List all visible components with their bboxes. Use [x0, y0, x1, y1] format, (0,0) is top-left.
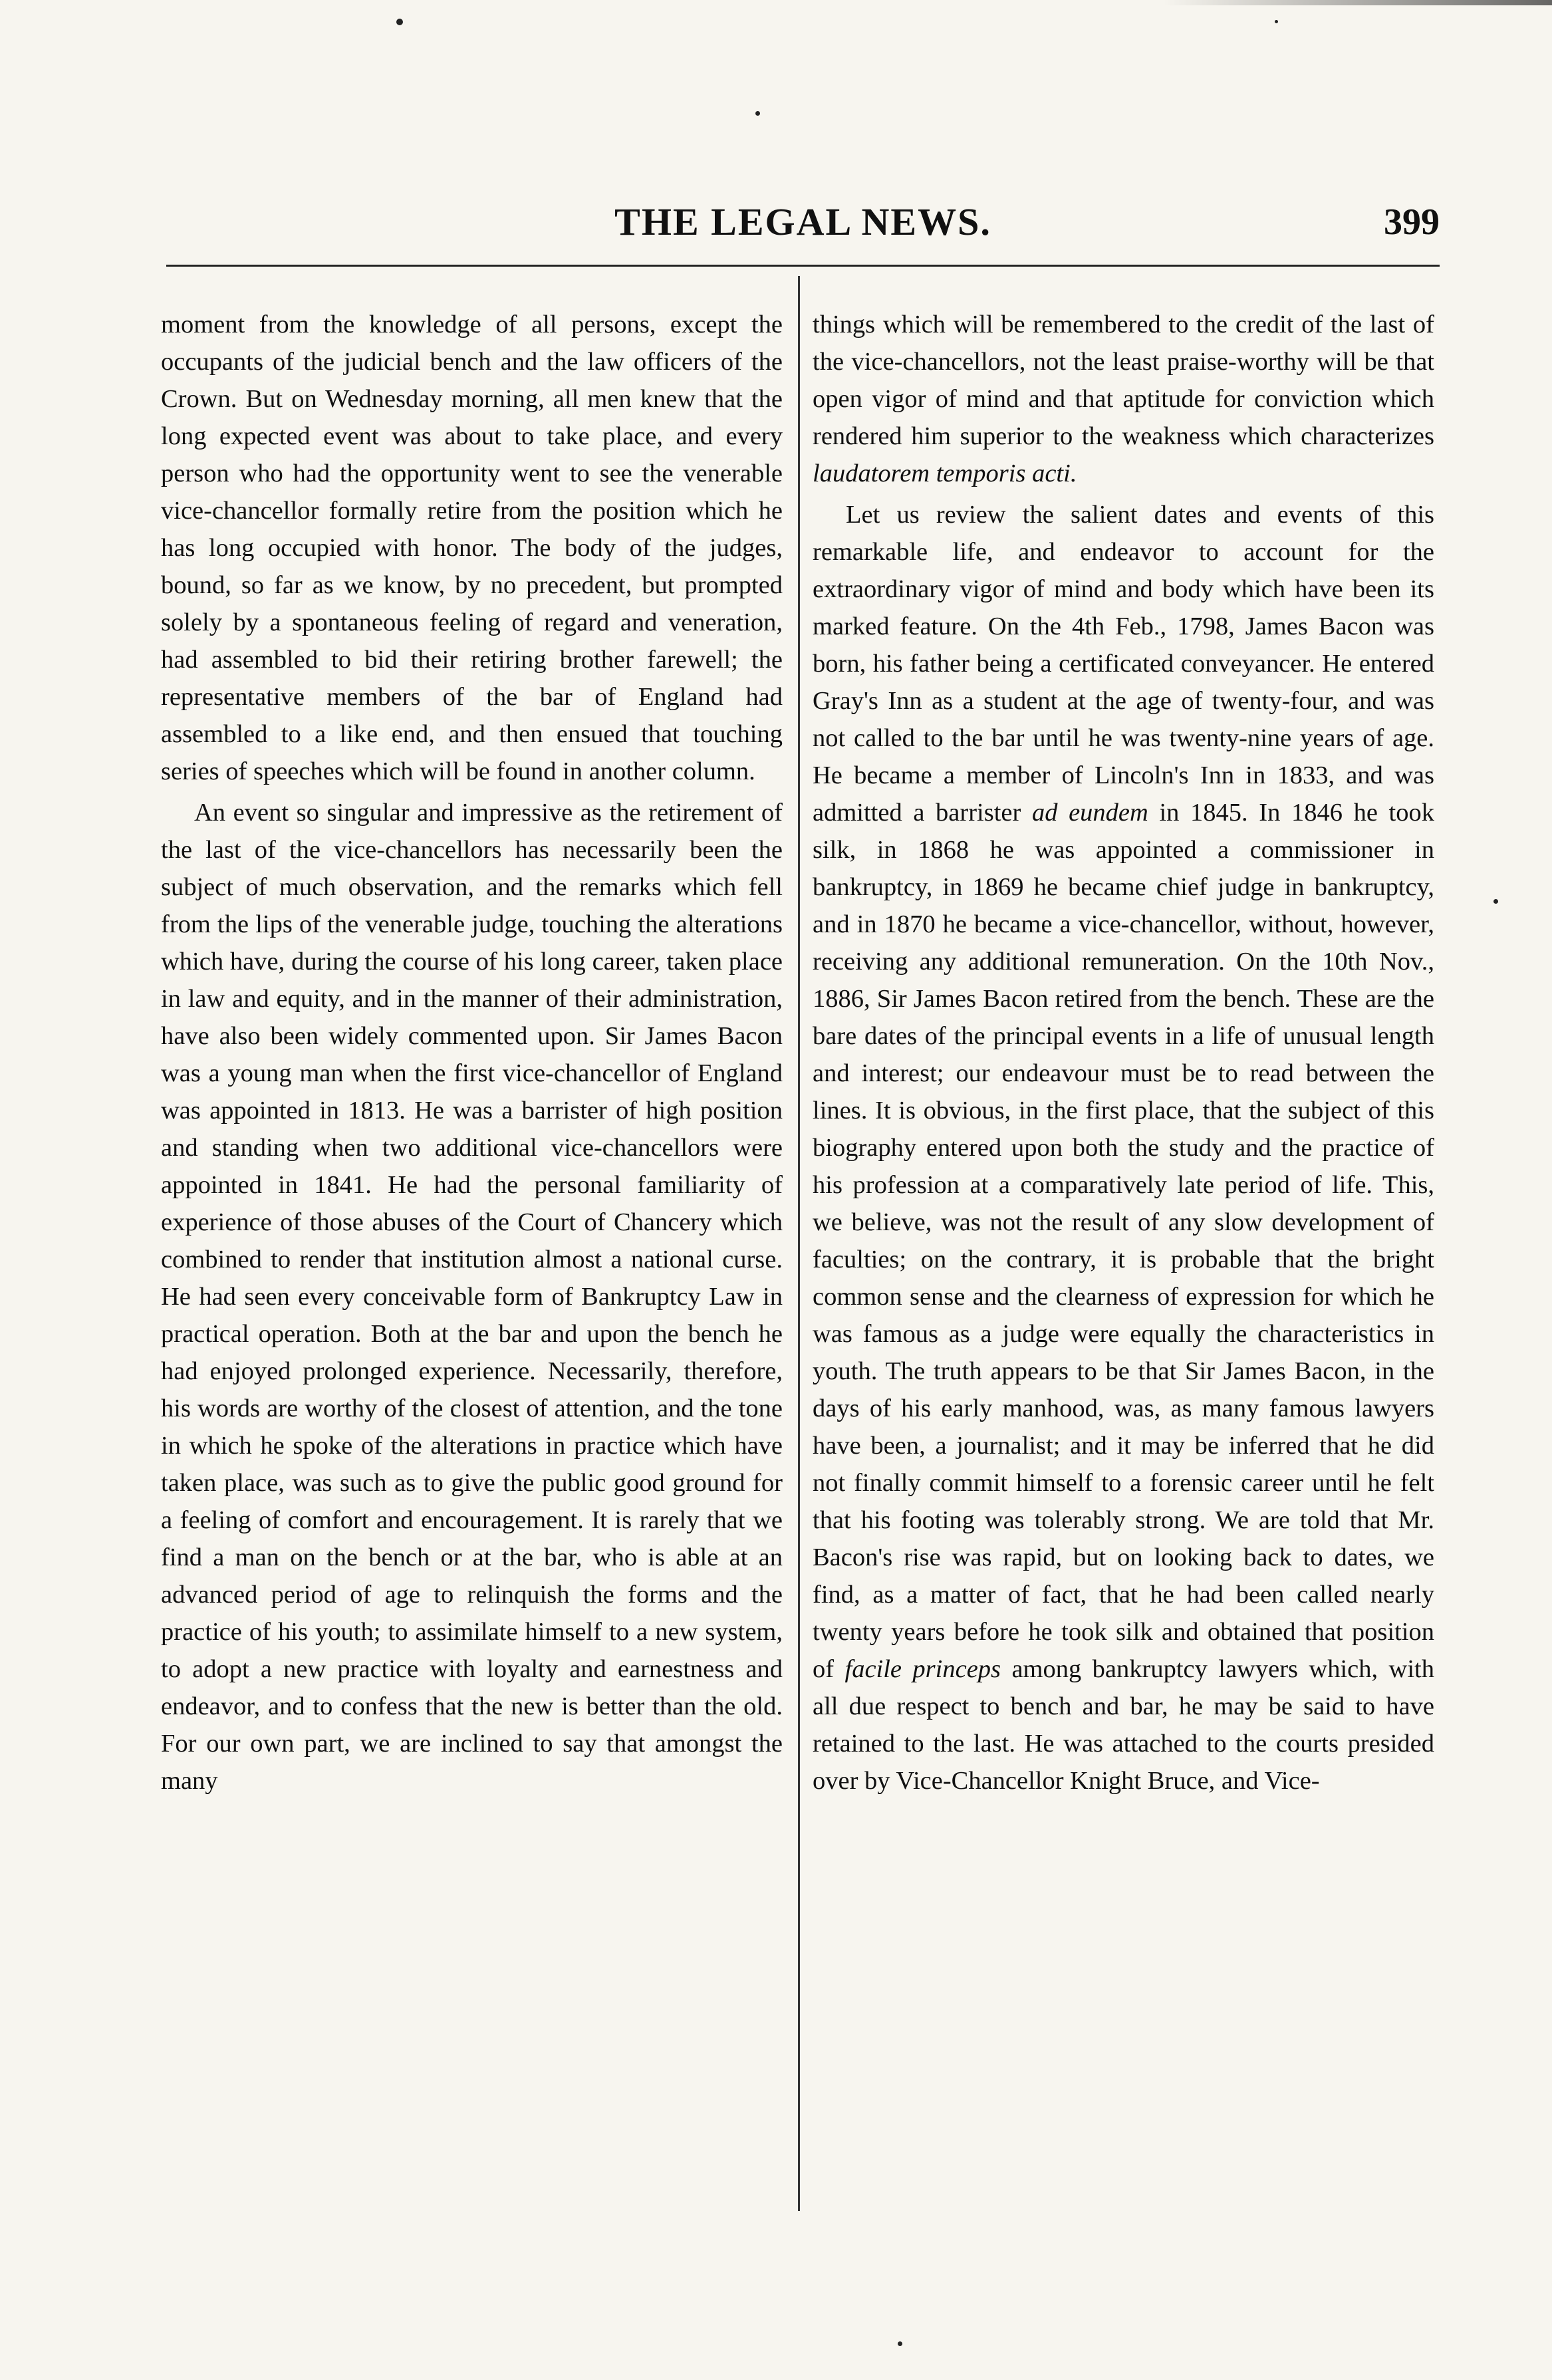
scan-speck [898, 2341, 902, 2346]
text-run: in 1845. In 1846 he took silk, in 1868 he was appointed a commissioner in bankruptcy, in 1869 he became chief judge in bankruptcy, and in 1870 he became a vice-chancellor, without, however, receiving any additional remuneration. On the 10th Nov., 1886, Sir James Bacon retired from the bench. These are the bare dates of the principal events in a life of unusual length and interest; our endeavour must be to read between the lines. It is obvious, in the first place, that the subject of this biography entered upon both the study and the practice of his profession at a comparatively late period of life. This, we believe, was not the result of any slow development of faculties; on the contrary, it is probable that the bright common sense and the clearness of expression for which he was famous as a judge were equally the characteristics in youth. The truth appears to be that Sir James Bacon, in the days of his early manhood, was, as many famous lawyers have been, a journalist; and it may be inferred that he did not finally commit himself to a forensic career until he felt that his footing was tolerably strong. We are told that Mr. Bacon's rise was rapid, but on looking back to dates, we find, as a matter of fact, that he had been called nearly twenty years before he took silk and obtained that position of [813, 799, 1434, 1683]
left-column [161, 306, 783, 2248]
paragraph: moment from the knowledge of all persons, except the occupants of the judicial bench and the law officers of the Crown. But on Wednesday morning, all men knew that the long expected event was about to take place, and every person who had the opportunity went to see the venerable vice-chancellor formally retire from the position which he has long occupied with honor. The body of the judges, bound, so far as we know, by no precedent, but prompted solely by a spontaneous feeling of regard and veneration, had assembled to bid their retiring brother farewell; the representative members of the bar of England had assembled to a like end, and then ensued that touching series of speeches which will be found in another column. [161, 311, 783, 785]
scan-speck [1275, 20, 1278, 23]
header-rule [166, 265, 1440, 267]
italic-phrase: ad eundem [1031, 799, 1148, 827]
page-header [166, 199, 1440, 253]
text-run: Let us review the salient dates and events of this remarkable life, and endeavor to account for the extraordinary vigor of mind and body which have been its marked feature. On the 4th Feb., 1798, James Bacon was born, his father being a certificated conveyancer. He entered Gray's Inn as a student at the age of twenty-four, and was not called to the bar until he was twenty-nine years of age. He became a member of Lincoln's Inn in 1833, and was admitted a barrister [813, 501, 1434, 827]
journal-title: THE LEGAL NEWS. [614, 200, 991, 243]
paragraph [813, 496, 1434, 1799]
italic-phrase: laudatorem temporis acti. [813, 460, 1077, 487]
text-run: among bankruptcy lawyers which, with all due respect to bench and bar, he may be said to have retained to the last. He was attached to the courts presided over by Vice-Chancellor Knight Bruce, and Vice- [813, 1655, 1434, 1795]
scan-speck [1493, 899, 1498, 904]
text-run: things which will be remembered to the credit of the last of the vice-chancellors, not the least praise-worthy will be that open vigor of mind and that aptitude for conviction which rendered him superior to the weakness which characterizes [813, 311, 1434, 450]
scan-speck [755, 111, 760, 116]
scan-speck [396, 19, 403, 25]
column-divider [798, 276, 800, 2211]
paragraph [813, 306, 1434, 492]
right-column [813, 306, 1434, 2248]
paragraph: An event so singular and impressive as the retirement of the last of the vice-chancellors has necessarily been the subject of much observation, and the remarks which fell from the lips of the venerable judge, touching the alterations which have, during the course of his long career, taken place in law and equity, and in the manner of their administration, have also been widely commented upon. Sir James Bacon was a young man when the first vice-chancellor of England was appointed in 1813. He was a barrister of high position and standing when two additional vice-chancellors were appointed in 1841. He had the personal familiarity of experience of those abuses of the Court of Chancery which combined to render that institution almost a national curse. He had seen every conceivable form of Bankruptcy Law in practical operation. Both at the bar and upon the bench he had enjoyed prolonged experience. Necessarily, therefore, his words are worthy of the closest of attention, and the tone in which he spoke of the alterations in practice which have taken place, was such as to give the public good ground for a feeling of comfort and encouragement. It is rarely that we find a man on the bench or at the bar, who is able at an advanced period of age to relinquish the forms and the practice of his youth; to assimilate himself to a new system, to adopt a new practice with loyalty and earnestness and endeavor, and to confess that the new is better than the old. For our own part, we are inclined to say that amongst the many [161, 799, 783, 1795]
italic-phrase: facile princeps [844, 1655, 1001, 1683]
page-number: 399 [1384, 201, 1440, 243]
scan-top-edge [1164, 0, 1552, 5]
